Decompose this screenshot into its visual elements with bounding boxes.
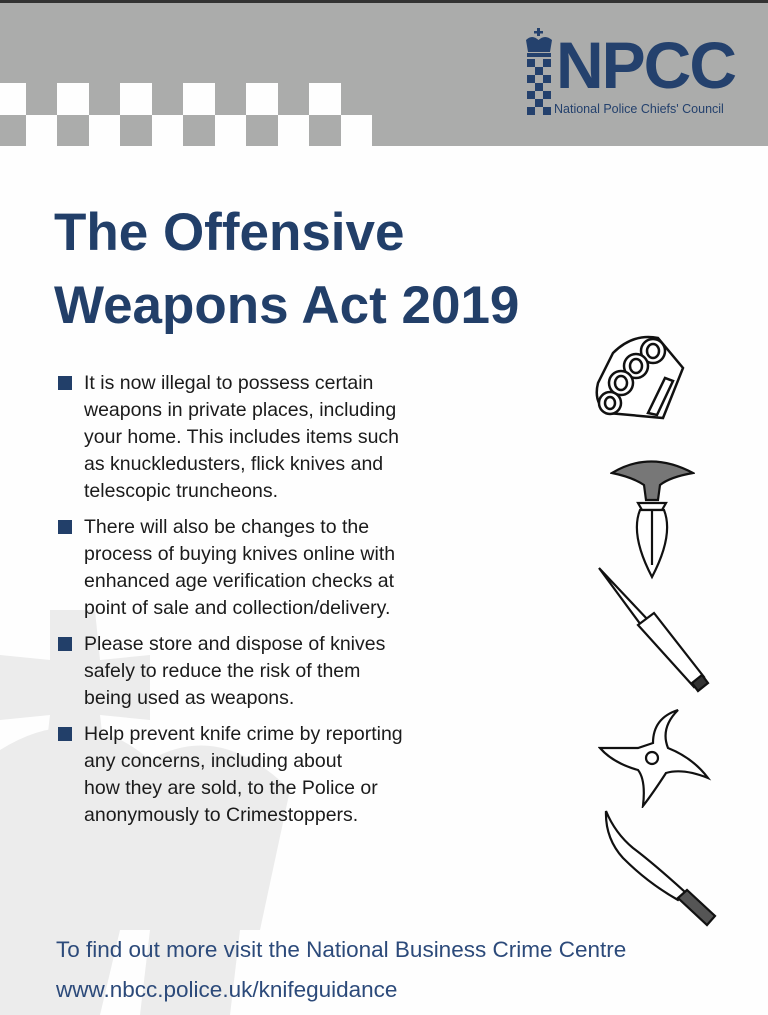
- crown-checker-icon: [524, 28, 554, 118]
- footer: [56, 930, 626, 1010]
- bullet-text: as knuckledusters, flick knives and: [84, 453, 384, 475]
- title-line-1: The Offensive: [54, 203, 405, 262]
- bullet-text: enhanced age verification checks at: [84, 570, 395, 592]
- bullet-text: weapons in private places, including: [84, 399, 397, 421]
- bullet-text: being used as weapons.: [84, 687, 295, 709]
- footer-url-link[interactable]: www.nbcc.police.uk/knifeguidance: [56, 977, 398, 1002]
- page-title: [54, 196, 519, 342]
- bullet-square-icon: [58, 637, 72, 651]
- bullet-text: telescopic truncheons.: [84, 480, 279, 502]
- bullet-text: There will also be changes to the: [84, 516, 370, 538]
- bullet-text: how they are sold, to the Police or: [84, 777, 378, 799]
- bullet-square-icon: [58, 727, 72, 741]
- bullet-square-icon: [58, 376, 72, 390]
- bullet-item: [58, 721, 478, 829]
- push-dagger-icon: [610, 455, 695, 580]
- bullet-item: [58, 514, 478, 622]
- logo-letters: NPCC: [556, 28, 736, 102]
- shuriken-icon: [598, 708, 713, 808]
- flick-knife-icon: [596, 565, 711, 693]
- footer-info-text: To find out more visit the National Business Crime Centre: [56, 937, 627, 962]
- bullet-text: safely to reduce the risk of them: [84, 660, 361, 682]
- knuckleduster-icon: [593, 333, 693, 423]
- bullet-text: It is now illegal to possess certain: [84, 372, 374, 394]
- bullet-square-icon: [58, 520, 72, 534]
- bullet-item: [58, 370, 478, 505]
- bullet-text: your home. This includes items such: [84, 426, 400, 448]
- bullet-text: Help prevent knife crime by reporting: [84, 723, 403, 745]
- machete-icon: [603, 808, 718, 928]
- npcc-logo: [524, 28, 744, 123]
- bullet-list: [58, 370, 478, 838]
- bullet-text: point of sale and collection/delivery.: [84, 597, 391, 619]
- bullet-item: [58, 631, 478, 712]
- bullet-text: any concerns, including about: [84, 750, 343, 772]
- title-line-2: Weapons Act 2019: [54, 276, 520, 335]
- logo-subtitle: National Police Chiefs' Council: [554, 102, 724, 116]
- bullet-text: Please store and dispose of knives: [84, 633, 386, 655]
- bullet-text: process of buying knives online with: [84, 543, 396, 565]
- bullet-text: anonymously to Crimestoppers.: [84, 804, 359, 826]
